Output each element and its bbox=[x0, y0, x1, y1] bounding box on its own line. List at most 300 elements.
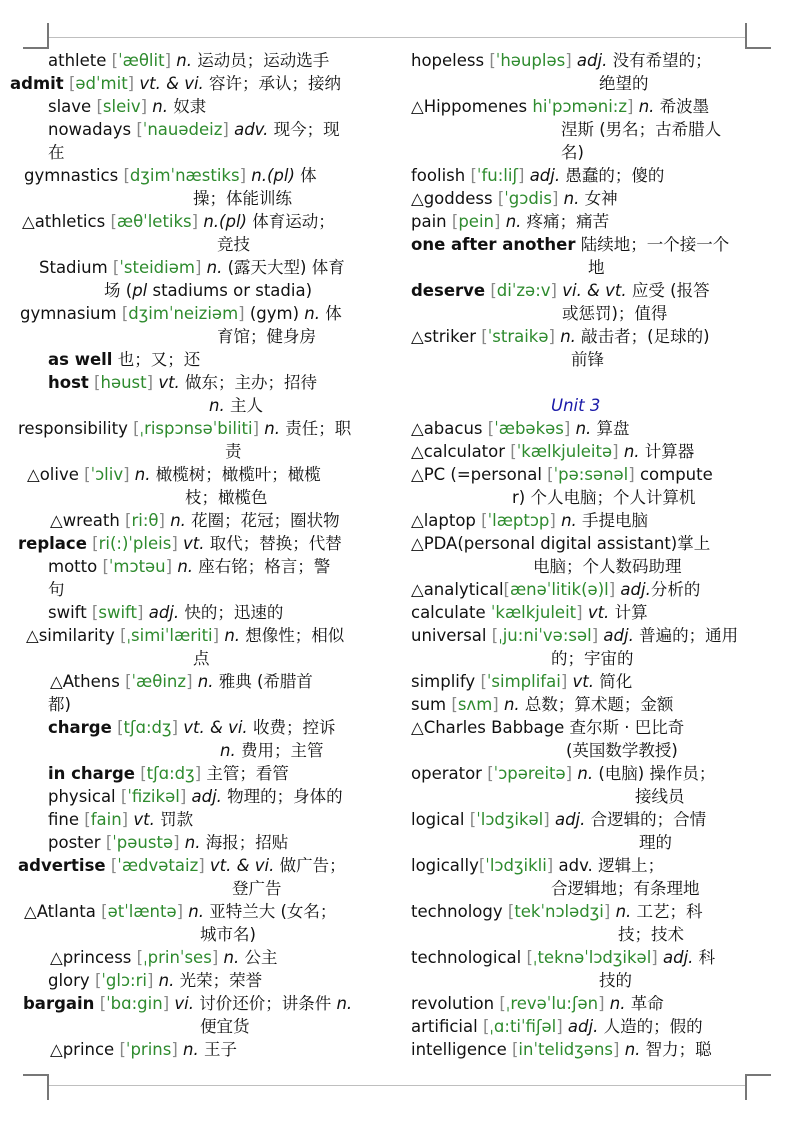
bracket-open: [ bbox=[136, 120, 143, 139]
headword: Stadium bbox=[39, 258, 108, 277]
bracket-close: ] bbox=[548, 327, 555, 346]
definition: 奴隶 bbox=[173, 97, 207, 116]
vocab-entry bbox=[48, 716, 335, 739]
bracket-open: [ bbox=[136, 948, 144, 967]
definition-text: 名) bbox=[561, 143, 584, 162]
headword: glory bbox=[48, 971, 90, 990]
bracket-close: ] bbox=[162, 994, 170, 1013]
bracket-open: [ bbox=[105, 833, 113, 852]
entry-continuation bbox=[512, 486, 695, 509]
entry-continuation bbox=[225, 440, 242, 463]
bracket-close: ] bbox=[140, 97, 148, 116]
vocab-entry bbox=[411, 762, 715, 785]
definition-text: 技的 bbox=[599, 971, 632, 990]
bracket-open: [ bbox=[110, 212, 117, 231]
definition: 讨价还价；讲条件 bbox=[199, 994, 332, 1013]
vocab-entry bbox=[48, 555, 330, 578]
definition: 没有希望的； bbox=[612, 51, 712, 70]
bracket-open: [ bbox=[140, 764, 147, 783]
part-of-speech: adj. bbox=[529, 166, 561, 185]
headword: calculate bbox=[411, 603, 486, 622]
definition: 做东；主办；招待 bbox=[185, 373, 318, 392]
headword: △striker bbox=[411, 327, 477, 346]
entry-continuation bbox=[599, 969, 632, 992]
phonetic: ədˈmit bbox=[75, 74, 128, 93]
phonetic: ˈstraikə bbox=[487, 327, 549, 346]
definition: 普遍的；通用 bbox=[639, 626, 739, 645]
crop-mark-bottom-left-v bbox=[47, 1074, 49, 1100]
unit-heading bbox=[551, 394, 600, 417]
bracket-close: ] bbox=[628, 465, 635, 484]
vocab-entry bbox=[411, 992, 664, 1015]
phonetic: ˌju:niˈvə:səl bbox=[498, 626, 592, 645]
part-of-speech: adv. bbox=[234, 120, 269, 139]
phonetic: ri(:)ˈpleis bbox=[98, 534, 172, 553]
vocab-entry bbox=[411, 854, 664, 877]
crop-mark-top-right-h bbox=[745, 47, 771, 49]
phonetic: ˌprinˈses bbox=[143, 948, 212, 967]
bracket-open: [ bbox=[119, 1040, 126, 1059]
bracket-close: ] bbox=[550, 281, 557, 300]
part-of-speech: n. bbox=[184, 833, 201, 852]
bracket-close: ] bbox=[518, 166, 525, 185]
vocab-entry bbox=[48, 969, 262, 992]
part-of-speech: n. bbox=[304, 304, 320, 323]
phonetic: dʒimˈneiziəm bbox=[128, 304, 239, 323]
bracket-open: [ bbox=[489, 51, 496, 70]
crop-mark-top-right-v bbox=[745, 23, 747, 49]
headword: swift bbox=[48, 603, 87, 622]
vocab-entry bbox=[411, 946, 715, 969]
definition: 体育运动； bbox=[252, 212, 335, 231]
phonetic: diˈzə:v bbox=[496, 281, 551, 300]
vocab-entry bbox=[411, 279, 710, 302]
definition: 花圈；花冠；圈状物 bbox=[191, 511, 340, 530]
bracket-close: ] bbox=[603, 902, 611, 921]
bracket-open: [ bbox=[99, 994, 107, 1013]
headword: △laptop bbox=[411, 511, 476, 530]
definition-text: 或惩罚)；值得 bbox=[562, 304, 668, 323]
part-of-speech: n. bbox=[170, 511, 186, 530]
vocab-entry bbox=[411, 164, 664, 187]
headword: △athletics bbox=[22, 212, 106, 231]
bracket-open: [ bbox=[497, 189, 505, 208]
definition: 敲击者；(足球的) bbox=[581, 327, 710, 346]
part-of-speech: n. bbox=[134, 465, 151, 484]
entry-continuation bbox=[561, 118, 721, 141]
headword: simplify bbox=[411, 672, 476, 691]
definition: 责任；职 bbox=[285, 419, 352, 438]
phonetic: ˈpəustə bbox=[112, 833, 174, 852]
definition-text: 城市名) bbox=[200, 925, 256, 944]
vocab-entry bbox=[39, 256, 345, 279]
definition-text: 地 bbox=[588, 258, 605, 277]
phonetic: ænəˈlitik(ə)l bbox=[509, 580, 609, 599]
definition-text: (英国数学教授) bbox=[566, 741, 678, 760]
entry-continuation bbox=[200, 1015, 250, 1038]
part-of-speech: adj. bbox=[148, 603, 180, 622]
part-of-speech: n. bbox=[224, 626, 241, 645]
phonetic: ˌteknəˈlɔdʒikəl bbox=[532, 948, 652, 967]
part-of-speech: n. bbox=[264, 419, 280, 438]
definition: 疼痛；痛苦 bbox=[526, 212, 610, 231]
headword: foolish bbox=[411, 166, 466, 185]
bracket-open: [ bbox=[526, 948, 533, 967]
crop-mark-bottom-right-h bbox=[745, 1074, 771, 1076]
phonetic: ˈprins bbox=[125, 1040, 172, 1059]
entry-continuation bbox=[635, 785, 685, 808]
headword: operator bbox=[411, 764, 482, 783]
part-of-speech: adj. bbox=[191, 787, 222, 806]
headword-continued: compute bbox=[639, 465, 713, 484]
headword: admit bbox=[10, 74, 64, 93]
headword: nowadays bbox=[48, 120, 132, 139]
bracket-close: ] bbox=[123, 465, 130, 484]
definition: 容许；承认；接纳 bbox=[209, 74, 342, 93]
headword: artificial bbox=[411, 1017, 478, 1036]
part-of-speech: n. bbox=[638, 97, 655, 116]
definition-text: 操；体能训练 bbox=[193, 189, 292, 208]
definition-text: stadiums or stadia) bbox=[147, 281, 313, 300]
vocab-entry bbox=[411, 808, 706, 831]
entry-continuation bbox=[217, 325, 316, 348]
definition: 逻辑上； bbox=[598, 856, 665, 875]
phonetic: ˌsimiˈlæriti bbox=[126, 626, 213, 645]
headword: △princess bbox=[50, 948, 132, 967]
bracket-open: [ bbox=[478, 856, 486, 875]
definition-text: 的；宇宙的 bbox=[551, 649, 634, 668]
bracket-open: [ bbox=[110, 856, 118, 875]
phonetic: ˈlæptɔp bbox=[487, 511, 550, 530]
vocab-entry bbox=[48, 95, 206, 118]
definition: 科 bbox=[698, 948, 716, 967]
definition-text: r) 个人电脑；个人计算机 bbox=[512, 488, 696, 507]
phonetic: ˈgɔdis bbox=[504, 189, 552, 208]
bracket-open: [ bbox=[120, 626, 127, 645]
definition: 人造的；假的 bbox=[603, 1017, 703, 1036]
definition: 体 bbox=[325, 304, 342, 323]
plural-marker: pl bbox=[132, 281, 148, 300]
header-rule bbox=[48, 37, 746, 38]
bracket-close: ] bbox=[608, 580, 616, 599]
entry-continuation bbox=[551, 647, 634, 670]
bracket-open: [ bbox=[125, 511, 132, 530]
part-of-speech: vt. & vi. bbox=[183, 718, 248, 737]
bracket-close: ] bbox=[494, 212, 501, 231]
headword: one after another bbox=[411, 235, 576, 254]
bracket-open: [ bbox=[481, 327, 488, 346]
bracket-open: [ bbox=[94, 373, 101, 392]
bracket-close: ] bbox=[556, 1017, 563, 1036]
definition: 收费；控诉 bbox=[252, 718, 336, 737]
definition: 运动员；运动选手 bbox=[197, 51, 330, 70]
phonetic: ˈɔliv bbox=[90, 465, 124, 484]
bracket-close: ] bbox=[146, 971, 154, 990]
crop-mark-bottom-right-v bbox=[745, 1074, 747, 1100]
headword: gymnasium bbox=[20, 304, 117, 323]
headword: logically bbox=[411, 856, 479, 875]
entry-continuation bbox=[193, 187, 292, 210]
vocab-entry bbox=[411, 900, 703, 923]
vocab-entry bbox=[411, 509, 648, 532]
part-of-speech: adv. bbox=[558, 856, 593, 875]
bracket-open: [ bbox=[499, 994, 506, 1013]
part-of-speech: adj. bbox=[567, 1017, 599, 1036]
headword: △wreath bbox=[50, 511, 120, 530]
headword: revolution bbox=[411, 994, 495, 1013]
definition: 查尔斯 · 巴比奇 bbox=[569, 718, 685, 737]
bracket-close: ] bbox=[627, 97, 634, 116]
part-of-speech: n. bbox=[220, 741, 236, 760]
part-of-speech: n. bbox=[209, 396, 225, 415]
bracket-open: [ bbox=[547, 465, 554, 484]
phonetic: sʌm bbox=[457, 695, 493, 714]
headword: sum bbox=[411, 695, 447, 714]
part-of-speech: n. bbox=[197, 672, 214, 691]
part-of-speech: n.(pl) bbox=[203, 212, 247, 231]
part-of-speech: vi. bbox=[174, 994, 194, 1013]
definition: 工艺；科 bbox=[636, 902, 703, 921]
bracket-open: [ bbox=[117, 718, 124, 737]
alt-form: (gym) bbox=[249, 304, 300, 323]
definition: 简化 bbox=[599, 672, 633, 691]
vocab-entry bbox=[411, 1015, 703, 1038]
phonetic: ˈsimplifai bbox=[486, 672, 561, 691]
part-of-speech: n. bbox=[206, 258, 223, 277]
phonetic: fain bbox=[90, 810, 122, 829]
crop-mark-top-left-v bbox=[47, 23, 49, 49]
part-of-speech: n. bbox=[623, 442, 640, 461]
headword: △PC (=personal bbox=[411, 465, 542, 484]
bracket-close: ] bbox=[212, 626, 220, 645]
vocab-entry bbox=[411, 49, 712, 72]
entry-continuation bbox=[551, 877, 700, 900]
bracket-open: [ bbox=[121, 304, 129, 323]
vocab-entry bbox=[24, 164, 317, 187]
bracket-open: [ bbox=[84, 810, 91, 829]
vocab-entry bbox=[48, 49, 329, 72]
vocab-entry bbox=[411, 233, 729, 256]
phonetic: ˌɑ:tiˈfiʃəl bbox=[489, 1017, 557, 1036]
definition-text: 理的 bbox=[639, 833, 672, 852]
bracket-close: ] bbox=[176, 902, 184, 921]
crop-mark-top-left-h bbox=[23, 47, 49, 49]
bracket-close: ] bbox=[651, 948, 658, 967]
definition-text: 都) bbox=[48, 695, 71, 714]
definition-text: 涅斯 (男名；古希腊人 bbox=[561, 120, 722, 139]
phonetic: ˈɔpəreitə bbox=[493, 764, 566, 783]
phonetic: ˈglɔ:ri bbox=[101, 971, 147, 990]
headword: △prince bbox=[50, 1040, 115, 1059]
entry-continuation bbox=[48, 141, 65, 164]
phonetic: tʃɑ:dʒ bbox=[123, 718, 172, 737]
definition: 算盘 bbox=[596, 419, 630, 438]
headword: replace bbox=[18, 534, 87, 553]
part-of-speech: n. bbox=[176, 51, 192, 70]
part-of-speech: n. bbox=[563, 189, 580, 208]
vocab-entry bbox=[411, 187, 618, 210]
headword: bargain bbox=[23, 994, 95, 1013]
headword: poster bbox=[48, 833, 101, 852]
definition: (露天大型) 体育 bbox=[227, 258, 345, 277]
part-of-speech: n. bbox=[505, 212, 522, 231]
bracket-close: ] bbox=[252, 419, 260, 438]
bracket-open: [ bbox=[511, 1040, 519, 1059]
vocab-entry bbox=[18, 417, 351, 440]
bracket-close: ] bbox=[565, 51, 572, 70]
phonetic: ˈhəupləs bbox=[495, 51, 566, 70]
definition-text: 点 bbox=[193, 649, 210, 668]
phonetic: ˌrispɔnsəˈbiliti bbox=[139, 419, 253, 438]
bracket-close: ] bbox=[171, 1040, 178, 1059]
bracket-open: [ bbox=[507, 902, 515, 921]
bracket-close: ] bbox=[121, 810, 129, 829]
bracket-open: [ bbox=[469, 810, 477, 829]
vocab-entry bbox=[411, 578, 700, 601]
definition: 做广告； bbox=[279, 856, 346, 875]
headword: gymnastics bbox=[24, 166, 119, 185]
vocab-entry bbox=[48, 371, 317, 394]
definition-text: 前锋 bbox=[571, 350, 604, 369]
phonetic: ˈæbəkəs bbox=[494, 419, 564, 438]
vocab-entry bbox=[48, 118, 340, 141]
part-of-speech: vt. bbox=[572, 672, 594, 691]
bracket-close: ] bbox=[146, 373, 154, 392]
definition: 合逻辑的；合情 bbox=[590, 810, 707, 829]
headword: slave bbox=[48, 97, 92, 116]
part-of-speech: n. bbox=[188, 902, 204, 921]
vocab-entry bbox=[50, 1038, 237, 1061]
part-of-speech: n. bbox=[177, 557, 194, 576]
entry-continuation bbox=[48, 693, 71, 716]
vocab-entry bbox=[23, 992, 352, 1015]
vocab-entry bbox=[411, 417, 630, 440]
vocab-entry bbox=[48, 762, 289, 785]
bracket-close: ] bbox=[238, 304, 245, 323]
vocab-entry bbox=[18, 532, 342, 555]
phonetic: ˈfu:liʃ bbox=[476, 166, 518, 185]
part-of-speech: n. bbox=[158, 971, 175, 990]
phonetic: ˈbɑ:gin bbox=[106, 994, 163, 1013]
phonetic: ətˈlæntə bbox=[107, 902, 177, 921]
bracket-open: [ bbox=[491, 626, 499, 645]
headword: advertise bbox=[18, 856, 106, 875]
phonetic: dʒimˈnæstiks bbox=[129, 166, 240, 185]
headword: △goddess bbox=[411, 189, 493, 208]
headword: responsibility bbox=[18, 419, 128, 438]
part-of-speech: vt. bbox=[158, 373, 180, 392]
bracket-close: ] bbox=[194, 258, 202, 277]
footer-rule bbox=[48, 1085, 746, 1086]
phonetic: ˈkælkjuleitə bbox=[516, 442, 613, 461]
bracket-close: ] bbox=[137, 603, 144, 622]
vocab-entry bbox=[411, 601, 648, 624]
crop-mark-bottom-left-h bbox=[23, 1074, 49, 1076]
phonetic: ˈæθinz bbox=[131, 672, 187, 691]
part-of-speech: vt. & vi. bbox=[139, 74, 204, 93]
vocab-entry bbox=[10, 72, 341, 95]
phonetic: ˈmɔtəu bbox=[108, 557, 166, 576]
headword: technology bbox=[411, 902, 503, 921]
entry-continuation bbox=[48, 578, 65, 601]
definition: 取代；替换；代替 bbox=[209, 534, 342, 553]
headword: △abacus bbox=[411, 419, 483, 438]
headword: universal bbox=[411, 626, 487, 645]
entry-continuation bbox=[220, 739, 323, 762]
definition: 也；又；还 bbox=[117, 350, 201, 369]
part-of-speech: adj. bbox=[554, 810, 586, 829]
definition-text: 枝；橄榄色 bbox=[185, 488, 268, 507]
vocab-entry bbox=[48, 785, 343, 808]
vocab-entry bbox=[411, 624, 738, 647]
bracket-open: [ bbox=[480, 672, 487, 691]
vocab-entry bbox=[22, 210, 335, 233]
entry-continuation bbox=[217, 233, 250, 256]
vocab-entry bbox=[411, 325, 710, 348]
entry-continuation bbox=[561, 141, 584, 164]
bracket-close: ] bbox=[598, 994, 605, 1013]
part-of-speech: n. bbox=[223, 948, 240, 967]
definition-text: 责 bbox=[225, 442, 242, 461]
definition-text: 在 bbox=[48, 143, 65, 162]
vocab-entry bbox=[48, 831, 288, 854]
bracket-close: ] bbox=[563, 419, 571, 438]
phonetic: pein bbox=[458, 212, 494, 231]
entry-continuation bbox=[618, 923, 684, 946]
vocab-entry bbox=[411, 210, 609, 233]
vocab-entry bbox=[411, 532, 710, 555]
vocab-entry bbox=[411, 693, 673, 716]
bracket-open: [ bbox=[482, 1017, 490, 1036]
part-of-speech: adj. bbox=[620, 580, 651, 599]
bracket-open: [ bbox=[111, 51, 119, 70]
bracket-open: [ bbox=[102, 557, 109, 576]
definition: 王子 bbox=[203, 1040, 237, 1059]
entry-continuation bbox=[639, 831, 672, 854]
bracket-open: [ bbox=[503, 580, 510, 599]
headword: deserve bbox=[411, 281, 486, 300]
bracket-open: [ bbox=[84, 465, 91, 484]
bracket-close: ] bbox=[612, 442, 619, 461]
entry-continuation bbox=[193, 647, 210, 670]
definition-text: 电脑；个人数码助理 bbox=[533, 557, 682, 576]
definition-text: 技；技术 bbox=[618, 925, 684, 944]
bracket-close: ] bbox=[546, 856, 554, 875]
part-of-speech: adj. bbox=[576, 51, 608, 70]
vocab-entry bbox=[411, 440, 694, 463]
vocab-entry bbox=[50, 670, 313, 693]
definition: 女神 bbox=[584, 189, 618, 208]
vocab-entry bbox=[48, 808, 193, 831]
part-of-speech: n. bbox=[152, 97, 168, 116]
definition: 想像性；相似 bbox=[245, 626, 345, 645]
bracket-open: [ bbox=[451, 212, 459, 231]
bracket-open: [ bbox=[470, 166, 477, 185]
definition: 现今；现 bbox=[273, 120, 340, 139]
definition: 雅典 (希腊首 bbox=[218, 672, 313, 691]
bracket-open: [ bbox=[94, 971, 102, 990]
bracket-close: ] bbox=[239, 166, 246, 185]
phonetic: ˈpə:sənəl bbox=[553, 465, 629, 484]
definition: 应受 (报答 bbox=[631, 281, 710, 300]
vocab-entry bbox=[26, 624, 344, 647]
bracket-open: [ bbox=[96, 97, 103, 116]
bracket-open: [ bbox=[487, 419, 495, 438]
vocab-entry bbox=[411, 463, 713, 486]
headword: △calculator bbox=[411, 442, 506, 461]
definition-text: 接线员 bbox=[635, 787, 685, 806]
definition-text: 场 ( bbox=[104, 281, 133, 300]
